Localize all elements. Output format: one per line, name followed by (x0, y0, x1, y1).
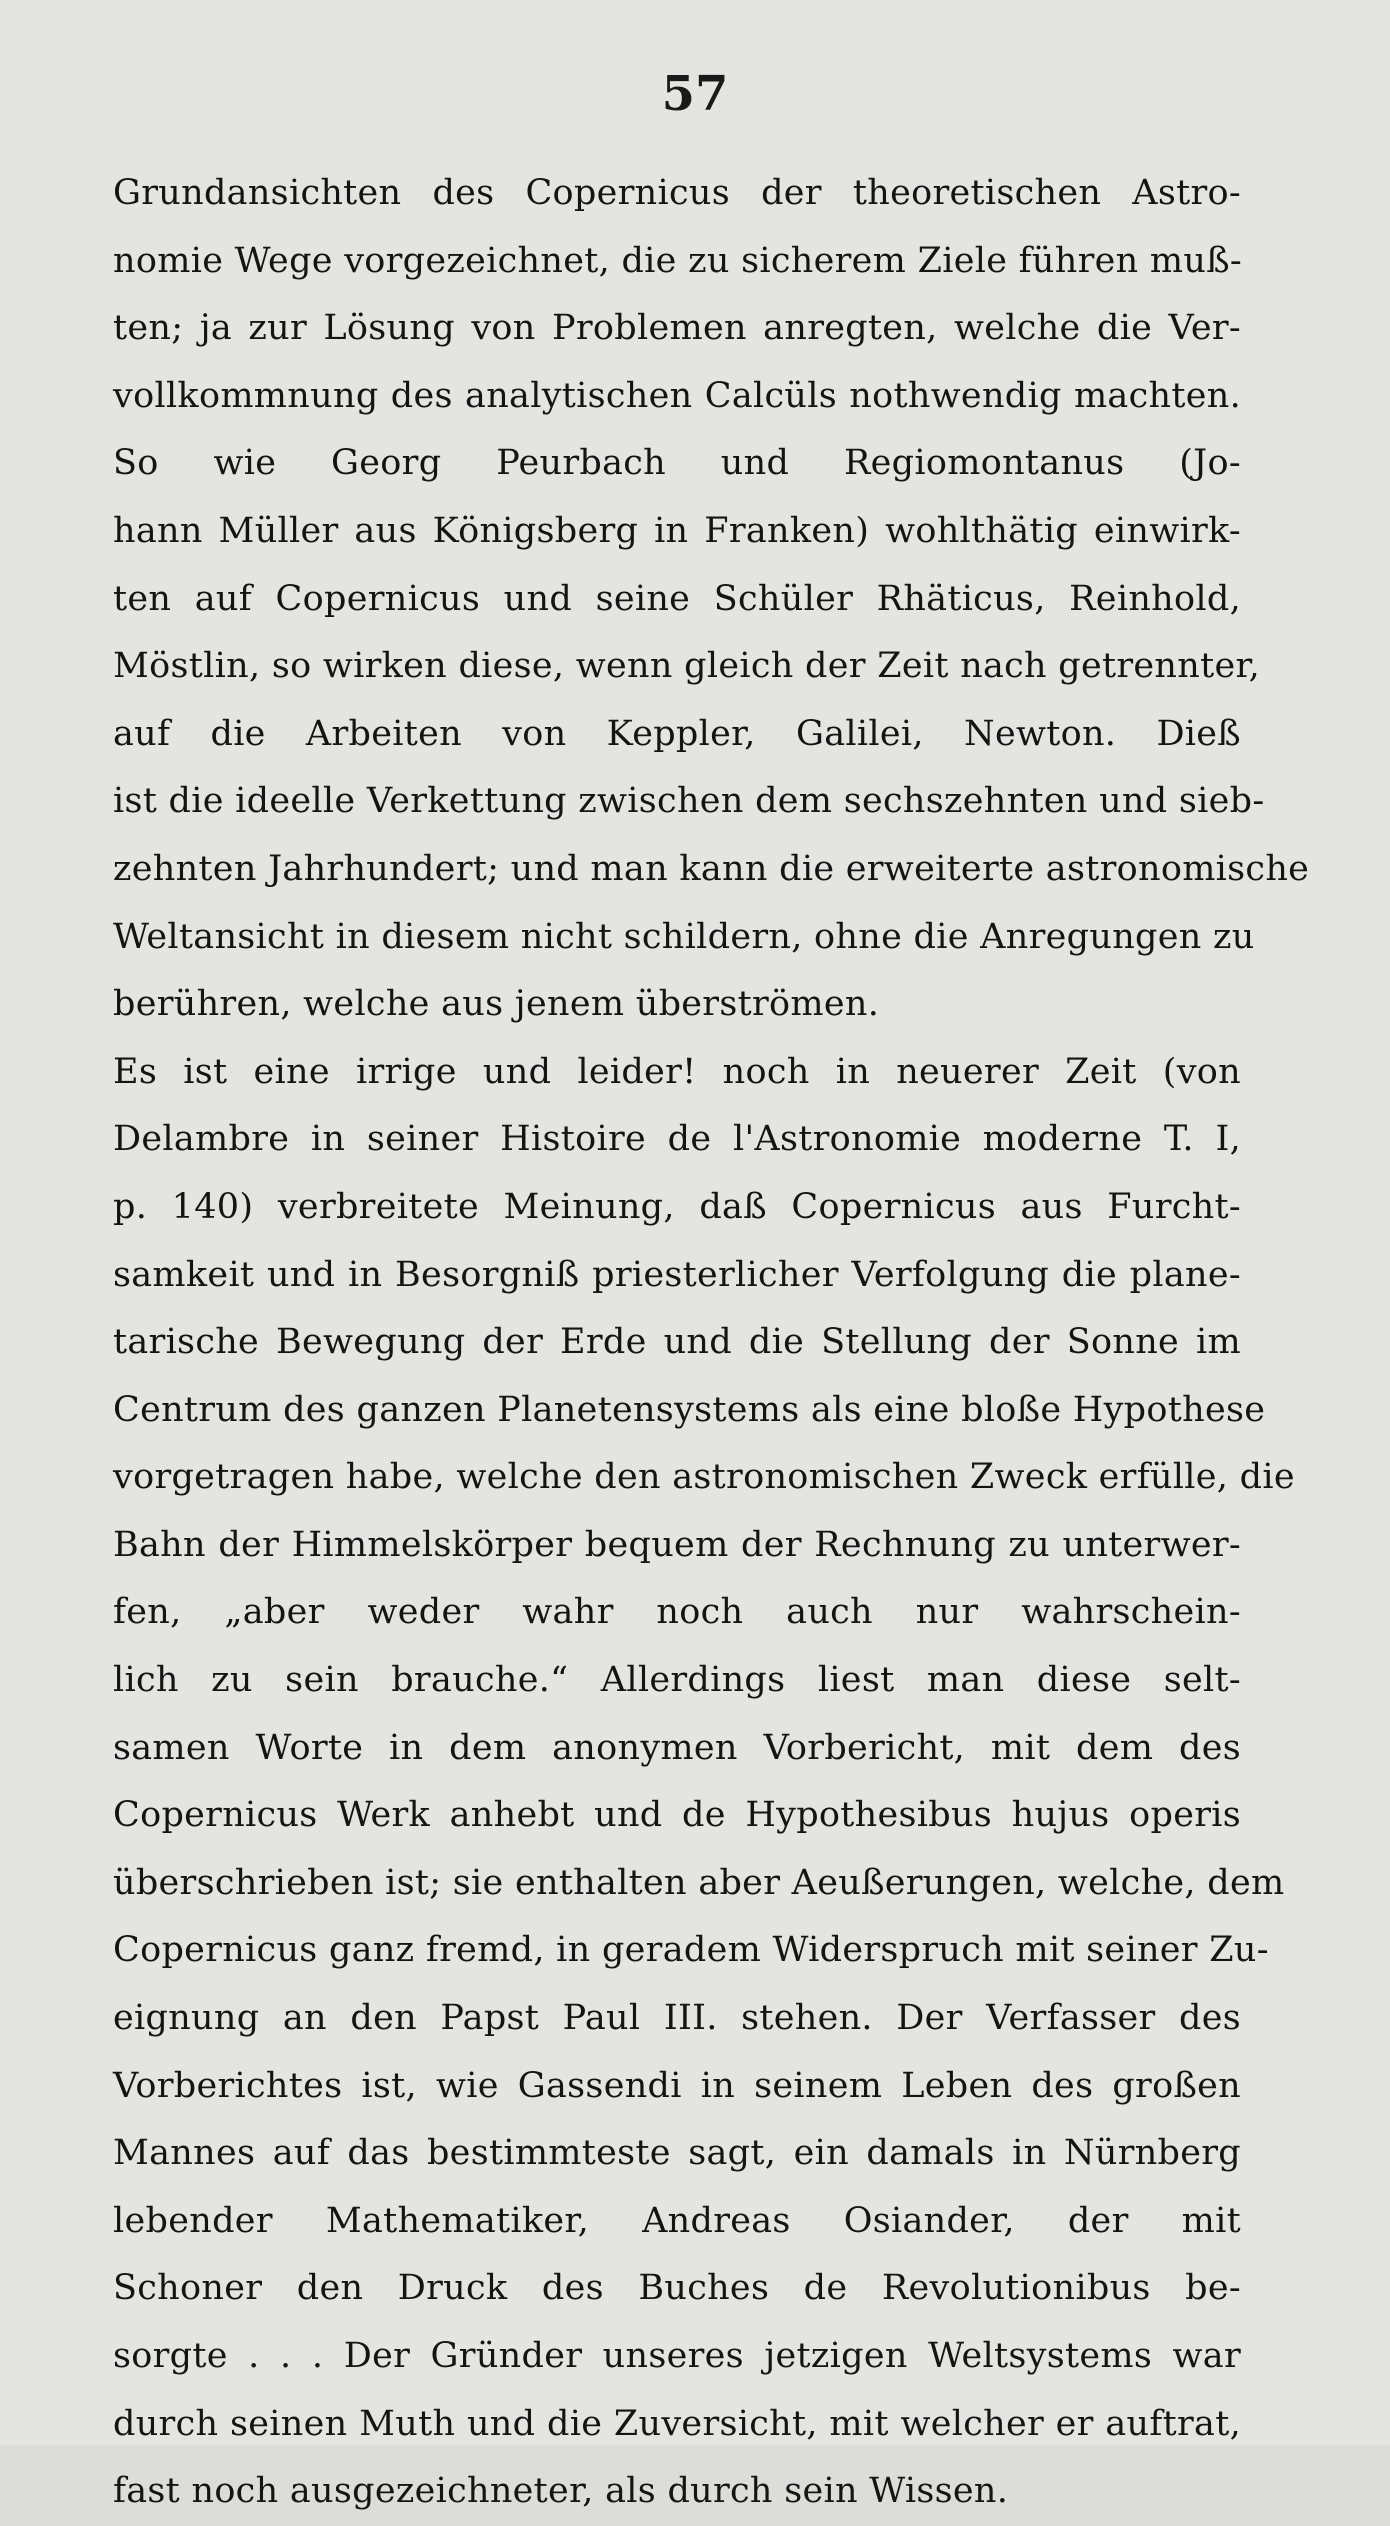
text-line: Schoner den Druck des Buches de Revolutionibus be- (113, 2268, 1241, 2309)
text-line: vollkommnung des analytischen Calcüls nothwendig machten. (113, 375, 1241, 416)
text-line: hann Müller aus Königsberg in Franken) wohlthätig einwirk- (113, 510, 1241, 551)
text-line: tarische Bewegung der Erde und die Stellung der Sonne im (113, 1322, 1241, 1363)
text-line: Möstlin, so wirken diese, wenn gleich der Zeit nach getrennter, (113, 646, 1261, 687)
text-line: nomie Wege vorgezeichnet, die zu sicherem Ziele führen muß- (113, 240, 1243, 281)
text-line: Es ist eine irrige und leider! noch in neuerer Zeit (von (113, 1051, 1241, 1092)
text-line: vorgetragen habe, welche den astronomischen Zweck erfülle, die (113, 1457, 1295, 1498)
text-line: zehnten Jahrhundert; und man kann die erweiterte astronomische (113, 848, 1310, 889)
text-line: lebender Mathematiker, Andreas Osiander, der mit (113, 2200, 1241, 2241)
page-number: 57 (661, 66, 729, 122)
text-line: Centrum des ganzen Planetensystems als eine bloße Hypothese (113, 1389, 1266, 1430)
text-line: ten; ja zur Lösung von Problemen anregten, welche die Ver- (113, 308, 1241, 349)
text-line: Bahn der Himmelskörper bequem der Rechnung zu unterwer- (113, 1524, 1241, 1565)
body-text (113, 160, 1310, 2526)
text-line: Vorberichtes ist, wie Gassendi in seinem Leben des großen (113, 2065, 1241, 2106)
text-line: durch seinen Muth und die Zuversicht, mit welcher er auftrat, (113, 2403, 1241, 2444)
text-line: samkeit und in Besorgniß priesterlicher Verfolgung die plane- (113, 1254, 1241, 1295)
text-line: So wie Georg Peurbach und Regiomontanus (Jo- (113, 443, 1241, 484)
text-line: Copernicus ganz fremd, in geradem Widerspruch mit seiner Zu- (113, 1930, 1269, 1971)
text-line: berühren, welche aus jenem überströmen. (113, 984, 880, 1025)
text-line: Copernicus Werk anhebt und de Hypothesibus hujus operis (113, 1795, 1241, 1836)
text-line: fast noch ausgezeichneter, als durch sein Wissen. (113, 2471, 1009, 2512)
text-line: Mannes auf das bestimmteste sagt, ein damals in Nürnberg (113, 2133, 1241, 2174)
text-line: ten auf Copernicus und seine Schüler Rhäticus, Reinhold, (113, 578, 1241, 619)
text-line: eignung an den Papst Paul III. stehen. Der Verfasser des (113, 1998, 1241, 2039)
text-line: Grundansichten des Copernicus der theoretischen Astro- (113, 173, 1241, 213)
text-line: p. 140) verbreitete Meinung, daß Copernicus aus Furcht- (113, 1186, 1241, 1227)
text-line: fen, „aber weder wahr noch auch nur wahrschein- (113, 1592, 1241, 1633)
text-line: samen Worte in dem anonymen Vorbericht, mit dem des (113, 1727, 1241, 1768)
text-line: Weltansicht in diesem nicht schildern, ohne die Anregungen zu (113, 916, 1255, 957)
text-line: überschrieben ist; sie enthalten aber Aeußerungen, welche, dem (113, 1862, 1285, 1903)
text-line: lich zu sein brauche.“ Allerdings liest man diese selt- (113, 1660, 1241, 1701)
text-line: ist die ideelle Verkettung zwischen dem sechszehnten und sieb- (113, 781, 1265, 822)
text-line: sorgte . . . Der Gründer unseres jetzigen Weltsystems war (113, 2336, 1241, 2376)
text-line: Delambre in seiner Histoire de l'Astronomie moderne T. I, (113, 1119, 1241, 1160)
text-line: auf die Arbeiten von Keppler, Galilei, Newton. Dieß (113, 713, 1241, 754)
